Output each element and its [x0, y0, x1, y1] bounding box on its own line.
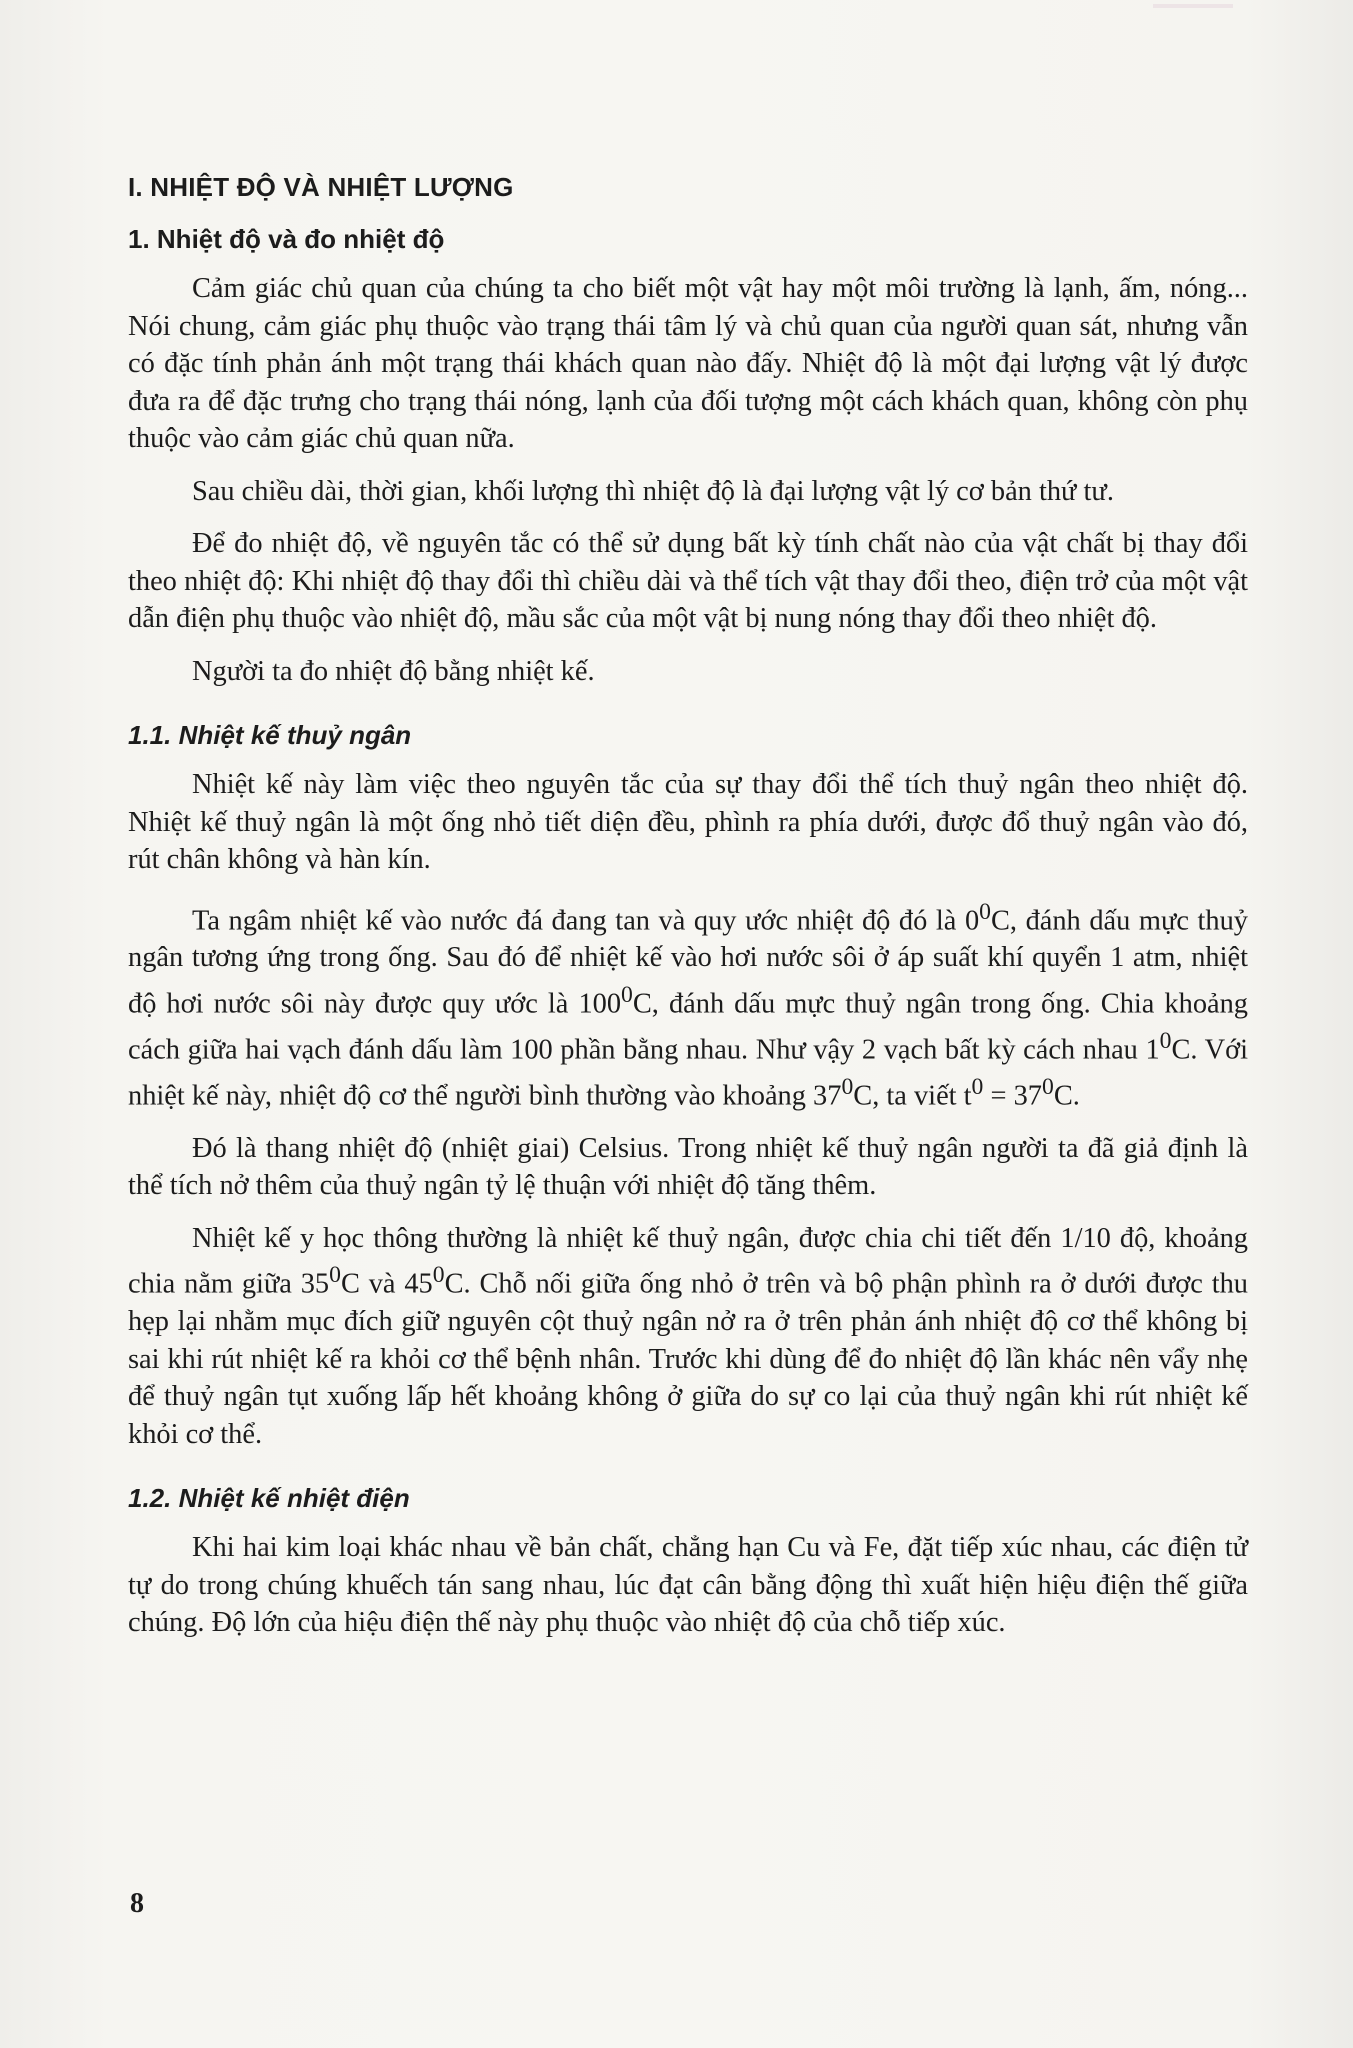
- degree-superscript: 0: [971, 1073, 984, 1100]
- degree-superscript: 0: [1159, 1027, 1172, 1054]
- degree-superscript: 0: [1041, 1073, 1054, 1100]
- paragraph-1-2-1: Khi hai kim loại khác nhau về bản chất, chẳng hạn Cu và Fe, đặt tiếp xúc nhau, các điện tử tự do trong chúng khuếch tán sang nhau, lúc đạt cân bằng động thì xuất hiện hiệu điện thế giữa chúng. Độ lớn của hiệu điện thế này phụ thuộc vào nhiệt độ của chỗ tiếp xúc.: [128, 1532, 1248, 1639]
- degree-superscript: 0: [979, 898, 991, 925]
- degree-superscript: 0: [841, 1073, 854, 1100]
- degree-superscript: 0: [432, 1262, 445, 1289]
- page-content: [128, 160, 1248, 1657]
- text-run: C. Với nhiệt kế này, nhiệt độ cơ thể người bình thường vào khoảng 37: [128, 1034, 1248, 1112]
- paragraph-1-1-4: [128, 1220, 1248, 1453]
- subsection-heading-1: 1. Nhiệt độ và đo nhiệt độ: [128, 224, 445, 254]
- paragraph-1-1: Cảm giác chủ quan của chúng ta cho biết một vật hay một môi trường là lạnh, ấm, nóng... Nói chung, cảm giác phụ thuộc vào trạng thái tâm lý và chủ quan của người quan sát, nhưng vẫn có đặc tính phản ánh một trạng thái khách quan nào đấy. Nhiệt độ là một đại lượng vật lý được đưa ra để đặc trưng cho trạng thái nóng, lạnh của đối tượng một cách khách quan, không còn phụ thuộc vào cảm giác chủ quan nữa.: [128, 273, 1248, 454]
- paragraph-1-1-3: Đó là thang nhiệt độ (nhiệt giai) Celsius. Trong nhiệt kế thuỷ ngân người ta đã giả định là thể tích nở thêm của thuỷ ngân tỷ lệ thuận với nhiệt độ tăng thêm.: [128, 1132, 1248, 1202]
- paragraph-1-4: Người ta đo nhiệt độ bằng nhiệt kế.: [192, 655, 595, 687]
- paragraph-1-2: Sau chiều dài, thời gian, khối lượng thì nhiệt độ là đại lượng vật lý cơ bản thứ tư.: [192, 475, 1114, 507]
- degree-superscript: 0: [329, 1262, 341, 1289]
- text-run: C, đánh dấu mực thuỷ ngân trong ống. Chia khoảng cách giữa hai vạch đánh dấu làm 100 phần bằng nhau. Như vậy 2 vạch bất kỳ cách nhau 1: [128, 988, 1249, 1066]
- text-run: = 37: [983, 1080, 1042, 1112]
- subsection-heading-1-2: 1.2. Nhiệt kế nhiệt điện: [128, 1483, 410, 1514]
- page-number: 8: [130, 1888, 144, 1919]
- degree-superscript: 0: [621, 981, 633, 1008]
- scan-edge-mark: [1153, 4, 1233, 8]
- text-run: C. Chỗ nối giữa ống nhỏ ở trên và bộ phận phình ra ở dưới được thu hẹp lại nhằm mục đích giữ nguyên cột thuỷ ngân nở ra ở trên phản ánh nhiệt độ cơ thể không bị sai khi rút nhiệt kế ra khỏi cơ thể bệnh nhân. Trước khi dùng để đo nhiệt độ lần khác nên vẩy nhẹ để thuỷ ngân tụt xuống lấp hết khoảng không ở giữa do sự co lại của thuỷ ngân khi rút nhiệt kế khỏi cơ thể.: [128, 1268, 1248, 1450]
- text-run: C và 45: [340, 1268, 433, 1300]
- paragraph-1-3: Để đo nhiệt độ, về nguyên tắc có thể sử dụng bất kỳ tính chất nào của vật chất bị thay đổi theo nhiệt độ: Khi nhiệt độ thay đổi thì chiều dài và thể tích vật thay đổi theo, điện trở của một vật dẫn điện phụ thuộc vào nhiệt độ, mầu sắc của một vật bị nung nóng thay đổi theo nhiệt độ.: [128, 528, 1248, 634]
- text-run: Ta ngâm nhiệt kế vào nước đá đang tan và quy ước nhiệt độ đó là 0: [192, 904, 980, 936]
- text-run: Nhiệt kế y học thông thường là nhiệt kế thuỷ ngân, được chia chi tiết đến 1/10 độ, khoảng chia nằm giữa 35: [128, 1222, 1248, 1300]
- text-run: C, ta viết t: [853, 1080, 972, 1112]
- paragraph-1-1-1: Nhiệt kế này làm việc theo nguyên tắc của sự thay đổi thể tích thuỷ ngân theo nhiệt độ. Nhiệt kế thuỷ ngân là một ống nhỏ tiết diện đều, phình ra phía dưới, được đổ thuỷ ngân vào đó, rút chân không và hàn kín.: [128, 769, 1248, 875]
- text-run: C.: [1053, 1080, 1080, 1112]
- section-heading: I. NHIỆT ĐỘ VÀ NHIỆT LƯỢNG: [128, 172, 514, 202]
- paragraph-1-1-2: [128, 894, 1248, 1115]
- subsection-heading-1-1: 1.1. Nhiệt kế thuỷ ngân: [128, 720, 412, 750]
- text-run: C, đánh dấu mực thuỷ ngân tương ứng trong ống. Sau đó để nhiệt kế vào hơi nước sôi ở áp suất khí quyển 1 atm, nhiệt độ hơi nước sôi này được quy ước là 100: [128, 904, 1248, 1020]
